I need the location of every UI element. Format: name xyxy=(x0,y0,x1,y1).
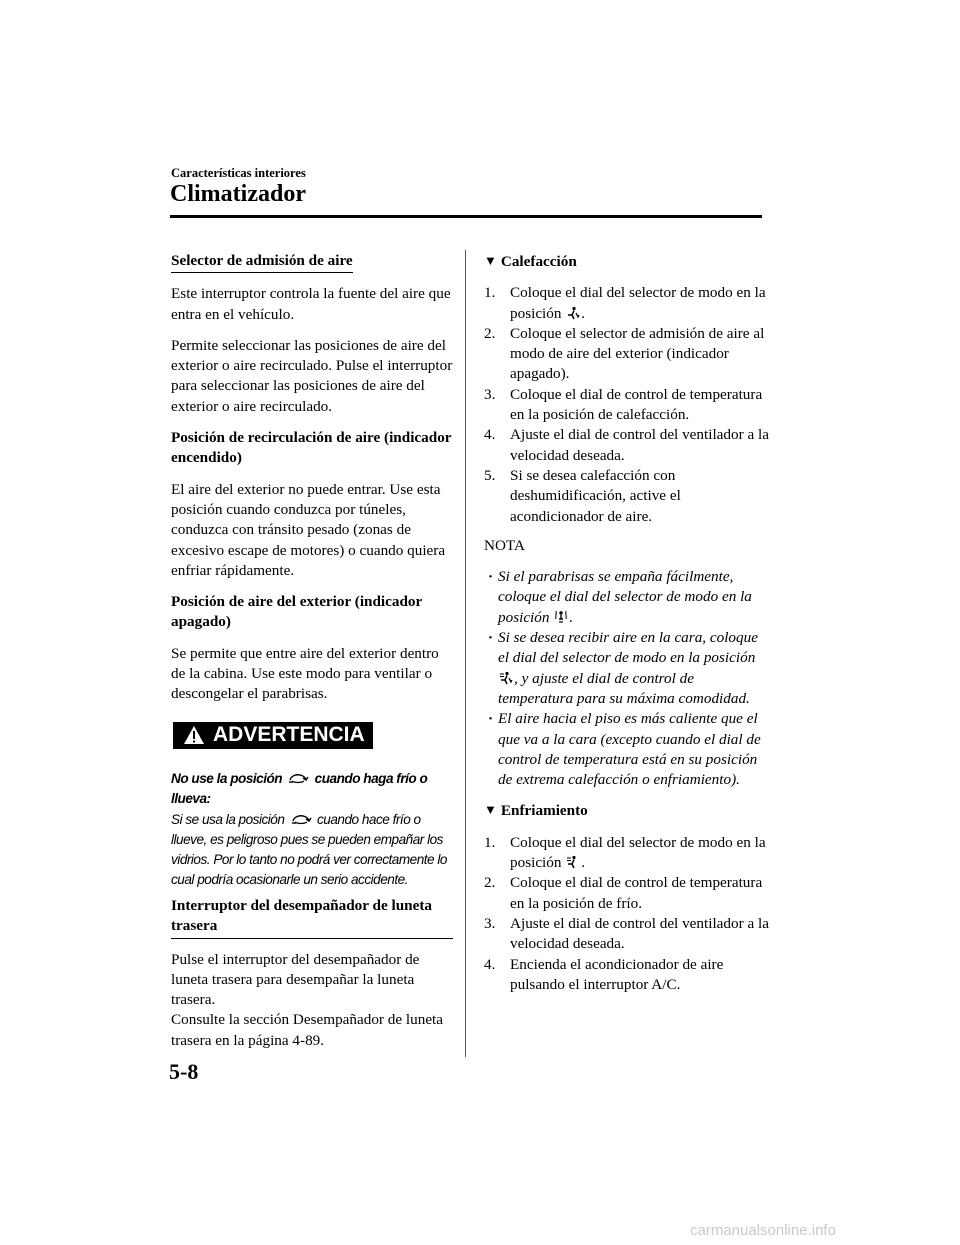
defog-paragraph-2: Consulte la sección Desempañador de luneta trasera en la página 4-89. xyxy=(171,1011,444,1049)
list-item xyxy=(484,283,770,324)
header-rule xyxy=(170,215,762,218)
step-text: Ajuste el dial de control del ventilador a la velocidad deseada. xyxy=(510,914,769,953)
defog-paragraph-1: Pulse el interruptor del desempañador de luneta trasera para desempañar la luneta trasera. xyxy=(171,950,420,1009)
list-item xyxy=(484,324,770,385)
face-mode-icon xyxy=(566,855,580,869)
note-text: Si el parabrisas se empaña fácilmente, coloque el dial del selector de modo en la posición xyxy=(498,568,752,626)
step-text: Coloque el dial de control de temperatura en la posición de calefacción. xyxy=(510,385,763,424)
floor-mode-icon xyxy=(566,306,580,320)
recirc-heading: Posición de recirculación de aire (indicador encendido) xyxy=(171,429,452,467)
list-item xyxy=(484,466,770,527)
heating-steps xyxy=(484,283,770,527)
intake-paragraph-2: Permite seleccionar las posiciones de aire del exterior o aire recirculado. Pulse el interruptor para seleccionar las posiciones de aire del exterior o aire recirculado. xyxy=(171,336,453,415)
cooling-heading: Enfriamiento xyxy=(500,802,588,820)
triangle-marker-icon: ▼ xyxy=(484,802,497,818)
defog-heading: Interruptor del desempañador de luneta trasera xyxy=(171,896,453,939)
warning-body xyxy=(171,810,453,890)
list-item xyxy=(484,955,770,996)
note-list xyxy=(484,567,770,790)
step-number: 1. xyxy=(484,284,496,302)
step-number: 5. xyxy=(484,466,496,484)
page-number: 5-8 xyxy=(169,1059,199,1084)
outside-body: Se permite que entre aire del exterior dentro de la cabina. Use este modo para ventilar o descongelar el parabrisas. xyxy=(171,644,439,703)
page-title: Climatizador xyxy=(170,181,306,207)
note-text: Si se desea recibir aire en la cara, coloque el dial del selector de modo en la posición xyxy=(498,629,758,667)
recirculation-icon xyxy=(287,771,309,785)
cooling-steps xyxy=(484,833,770,995)
list-item xyxy=(484,873,770,914)
section-label: Características interiores xyxy=(171,166,306,180)
step-text: Encienda el acondicionador de aire pulsando el interruptor A/C. xyxy=(510,955,724,993)
left-column xyxy=(171,251,453,1062)
recirc-body: El aire del exterior no puede entrar. Use esta posición cuando conduzca por túneles, conduzca con tránsito pesado (zonas de excesivo escape de motores) o cuando quiera enfriar rápidamente. xyxy=(171,480,446,579)
step-text-end: . xyxy=(581,854,586,872)
step-number: 4. xyxy=(484,426,496,444)
column-divider xyxy=(465,250,466,1057)
step-number: 2. xyxy=(484,874,496,892)
warning-title xyxy=(171,769,453,809)
list-item xyxy=(484,833,770,874)
note-label: NOTA xyxy=(484,536,525,554)
list-item xyxy=(484,628,770,709)
list-item xyxy=(484,709,770,790)
heating-heading: Calefacción xyxy=(500,253,577,270)
list-item xyxy=(484,914,770,955)
intake-heading: Selector de admisión de aire xyxy=(171,251,353,273)
warning-body-part-2: cuando hace frío o llueve, es peligroso pues se pueden empañar los vidrios. Por lo tanto no podrá ver correctamente lo cual podría ocasionarle un serio accidente. xyxy=(171,811,447,887)
warning-label: ADVERTENCIA xyxy=(213,722,365,746)
step-text: Coloque el dial del selector de modo en la posición xyxy=(510,833,766,872)
note-text-end: , y ajuste el dial de control de temperatura para su máxima comodidad. xyxy=(498,669,750,707)
warning-triangle-icon xyxy=(183,725,205,745)
step-number: 3. xyxy=(484,914,496,932)
step-number: 1. xyxy=(484,833,496,851)
warning-banner xyxy=(173,722,373,749)
list-item xyxy=(484,385,770,426)
list-item xyxy=(484,567,770,628)
warning-title-part-2: cuando haga frío o llueva: xyxy=(171,770,428,806)
outside-heading: Posición de aire del exterior (indicador apagado) xyxy=(171,593,422,631)
step-text-end: . xyxy=(581,304,586,322)
step-text: Coloque el dial de control de temperatura en la posición de frío. xyxy=(510,874,763,912)
note-text: El aire hacia el piso es más caliente que el que va a la cara (excepto cuando el dial de control de temperatura está en su posición de extrema calefacción o enfriamiento). xyxy=(498,710,761,789)
intake-paragraph-1: Este interruptor controla la fuente del aire que entra en el vehículo. xyxy=(171,285,451,323)
right-column xyxy=(484,251,770,1004)
recirculation-icon xyxy=(290,812,312,826)
step-text: Coloque el selector de admisión de aire al modo de aire del exterior (indicador apagado). xyxy=(510,324,765,383)
warning-body-part-1: Si se usa la posición xyxy=(171,811,285,827)
note-text-end: . xyxy=(569,608,574,626)
warning-title-part-1: No use la posición xyxy=(171,770,283,786)
defrost-floor-mode-icon xyxy=(554,610,568,624)
triangle-marker-icon: ▼ xyxy=(484,253,497,268)
step-number: 4. xyxy=(484,955,496,973)
list-item xyxy=(484,425,770,466)
face-mode-icon xyxy=(499,671,513,685)
step-number: 2. xyxy=(484,324,496,342)
step-text: Si se desea calefacción con deshumidificación, active el acondicionador de aire. xyxy=(510,466,681,525)
step-text: Coloque el dial del selector de modo en la posición xyxy=(510,284,766,322)
watermark: carmanualsonline.info xyxy=(690,1222,836,1239)
step-text: Ajuste el dial de control del ventilador a la velocidad deseada. xyxy=(510,426,769,464)
step-number: 3. xyxy=(484,385,496,403)
cooling-heading-row xyxy=(484,800,770,821)
heating-heading-row xyxy=(484,251,770,272)
